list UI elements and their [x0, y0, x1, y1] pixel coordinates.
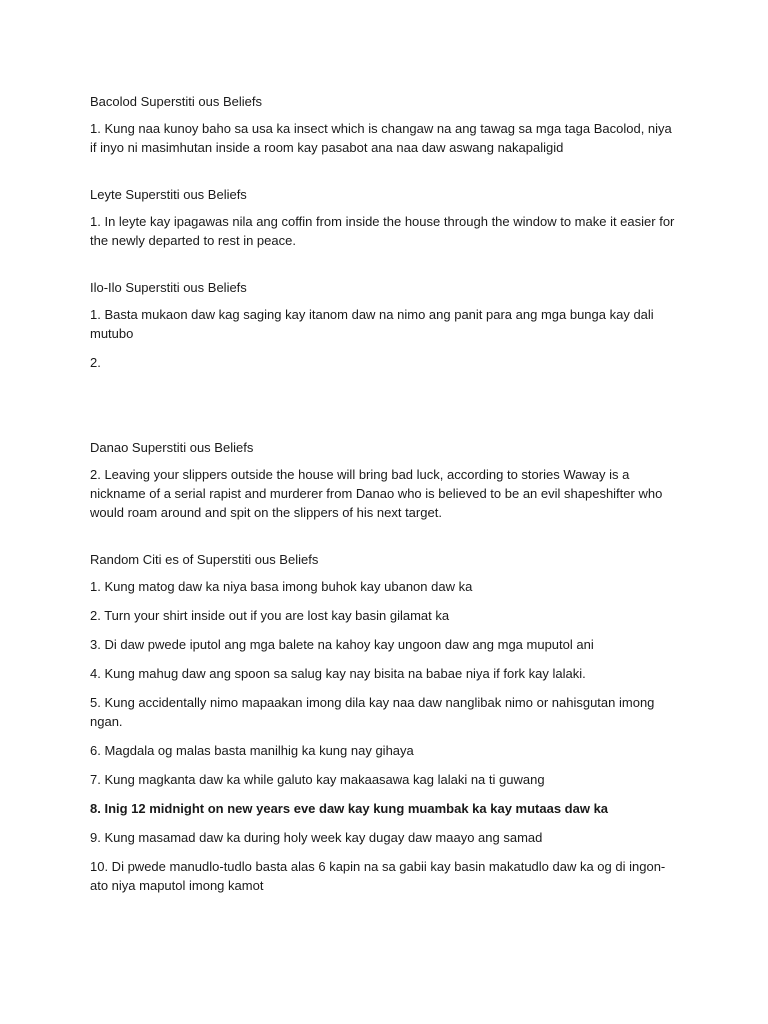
list-item: 9. Kung masamad daw ka during holy week kay dugay daw maayo ang samad: [90, 830, 543, 845]
document-page: [90, 92, 680, 905]
list-item: 2. Turn your shirt inside out if you are lost kay basin gilamat ka: [90, 608, 450, 623]
section-heading: Danao Superstiti ous Beliefs: [90, 440, 254, 455]
spacer: [90, 167, 680, 185]
section-heading: Bacolod Superstiti ous Beliefs: [90, 94, 262, 109]
list-item: 4. Kung mahug daw ang spoon sa salug kay nay bisita na babae niya if fork kay lalaki.: [90, 666, 586, 681]
section-heading: Ilo-Ilo Superstiti ous Beliefs: [90, 280, 247, 295]
list-item: 2. Leaving your slippers outside the house will bring bad luck, according to stories Waway is a nickname of a serial rapist and murderer from Danao who is believed to be an evil shapeshifter who would roam around and spit on the slippers of his next target.: [90, 467, 663, 520]
list-item: 2.: [90, 355, 101, 370]
list-item: 10. Di pwede manudlo-tudlo basta alas 6 kapin na sa gabii kay basin makatudlo daw ka og di ingon-ato niya maputol imong kamot: [90, 859, 666, 893]
section-bacolod: [90, 92, 680, 157]
list-item: 1. Kung naa kunoy baho sa usa ka insect which is changaw na ang tawag sa mga taga Bacolod, niya if inyo ni masimhutan inside a room kay pasabot ana naa daw aswang nakapaligid: [90, 121, 672, 155]
section-heading: Random Citi es of Superstiti ous Beliefs: [90, 552, 319, 567]
section-danao: [90, 438, 680, 522]
list-item: 1. Basta mukaon daw kag saging kay itanom daw na nimo ang panit para ang mga bunga kay dali mutubo: [90, 307, 654, 341]
spacer: [90, 382, 680, 438]
list-item: 3. Di daw pwede iputol ang mga balete na kahoy kay ungoon daw ang mga muputol ani: [90, 637, 594, 652]
list-item: 5. Kung accidentally nimo mapaakan imong dila kay naa daw nanglibak nimo or nahisgutan imong ngan.: [90, 695, 655, 729]
section-random-cities: [90, 550, 680, 895]
list-item: 1. Kung matog daw ka niya basa imong buhok kay ubanon daw ka: [90, 579, 473, 594]
spacer: [90, 260, 680, 278]
list-item: 6. Magdala og malas basta manilhig ka kung nay gihaya: [90, 743, 414, 758]
list-item: 7. Kung magkanta daw ka while galuto kay makaasawa kag lalaki na ti guwang: [90, 772, 545, 787]
section-heading: Leyte Superstiti ous Beliefs: [90, 187, 247, 202]
spacer: [90, 532, 680, 550]
list-item: 1. In leyte kay ipagawas nila ang coffin from inside the house through the window to make it easier for the newly departed to rest in peace.: [90, 214, 675, 248]
section-leyte: [90, 185, 680, 250]
section-iloilo: [90, 278, 680, 372]
list-item: 8. Inig 12 midnight on new years eve daw kay kung muambak ka kay mutaas daw ka: [90, 801, 609, 816]
